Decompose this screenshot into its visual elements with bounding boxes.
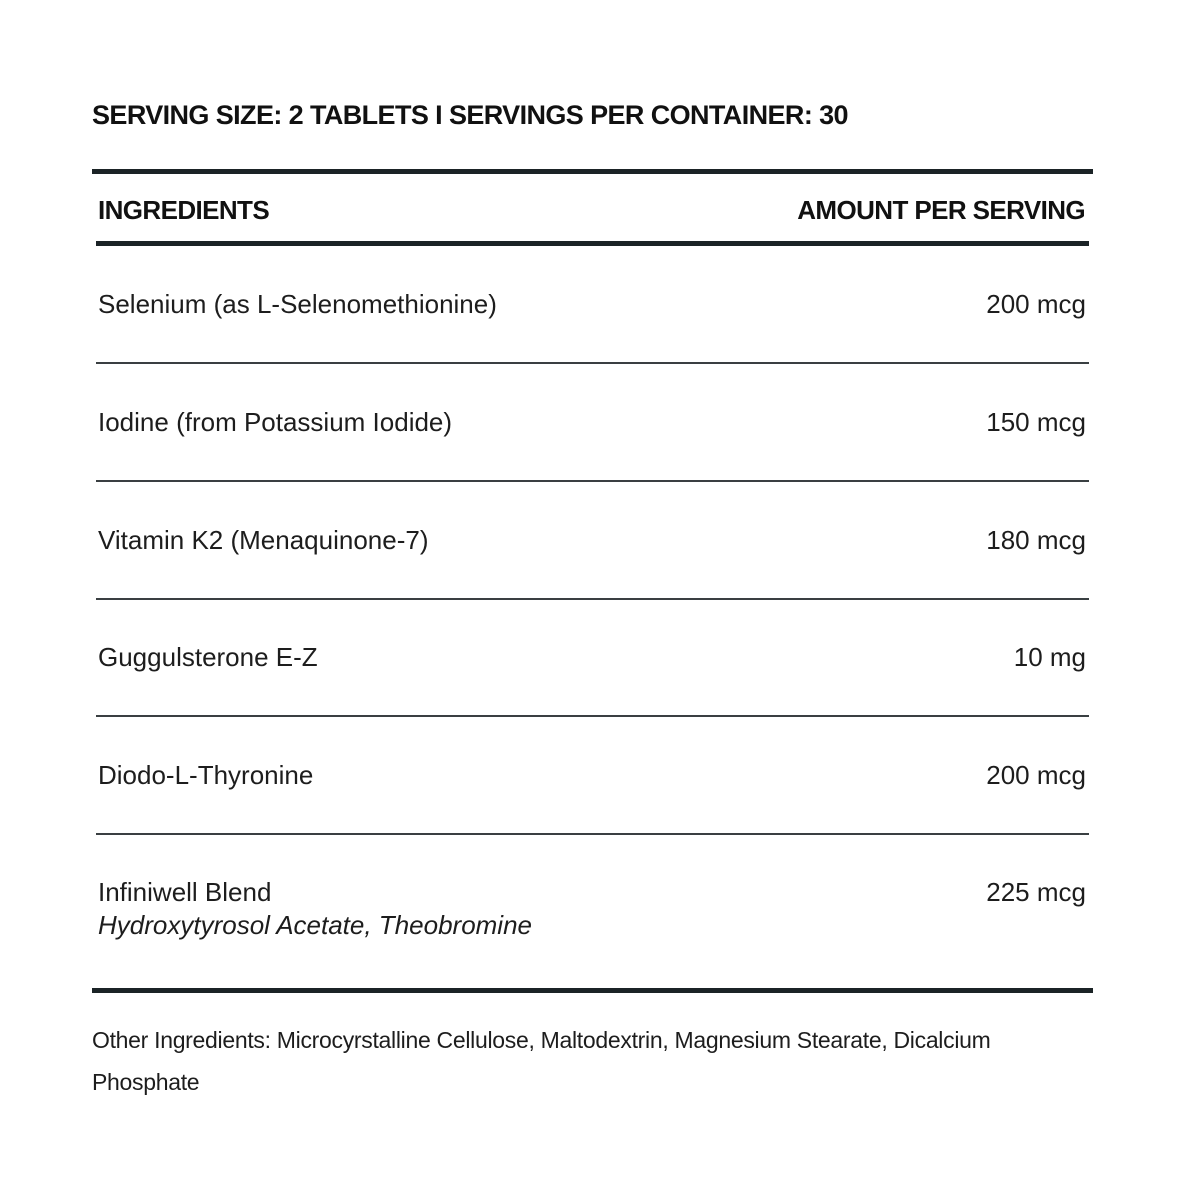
row-divider (96, 715, 1089, 717)
ingredient-name: Vitamin K2 (Menaquinone-7) (98, 525, 429, 555)
ingredients-header: INGREDIENTS (98, 195, 270, 225)
serving-size-line: SERVING SIZE: 2 TABLETS I SERVINGS PER CONTAINER: 30 (92, 100, 848, 130)
amount-header: AMOUNT PER SERVING (797, 195, 1085, 225)
ingredient-amount: 10 mg (1013, 642, 1086, 672)
ingredient-name: Infiniwell Blend (98, 877, 272, 907)
ingredient-amount: 225 mcg (986, 877, 1086, 907)
ingredient-amount: 200 mcg (986, 760, 1086, 790)
bottom-rule (92, 988, 1093, 993)
ingredient-name: Diodo-L-Thyronine (98, 760, 314, 790)
header-rule (96, 241, 1089, 246)
ingredient-blend-components: Hydroxytyrosol Acetate, Theobromine (98, 910, 533, 940)
top-rule (92, 169, 1093, 174)
ingredient-name: Selenium (as L-Selenomethionine) (98, 289, 497, 319)
other-ingredients: Other Ingredients: Microcyrstalline Cellulose, Maltodextrin, Magnesium Stearate, Dicalcium Phosphate (92, 1027, 991, 1095)
ingredient-amount: 180 mcg (986, 525, 1086, 555)
row-divider (96, 598, 1089, 600)
row-divider (96, 362, 1089, 364)
ingredient-name: Iodine (from Potassium Iodide) (98, 407, 453, 437)
ingredient-amount: 150 mcg (986, 407, 1086, 437)
ingredient-name: Guggulsterone E-Z (98, 642, 318, 672)
row-divider (96, 480, 1089, 482)
ingredient-amount: 200 mcg (986, 289, 1086, 319)
row-divider (96, 833, 1089, 835)
